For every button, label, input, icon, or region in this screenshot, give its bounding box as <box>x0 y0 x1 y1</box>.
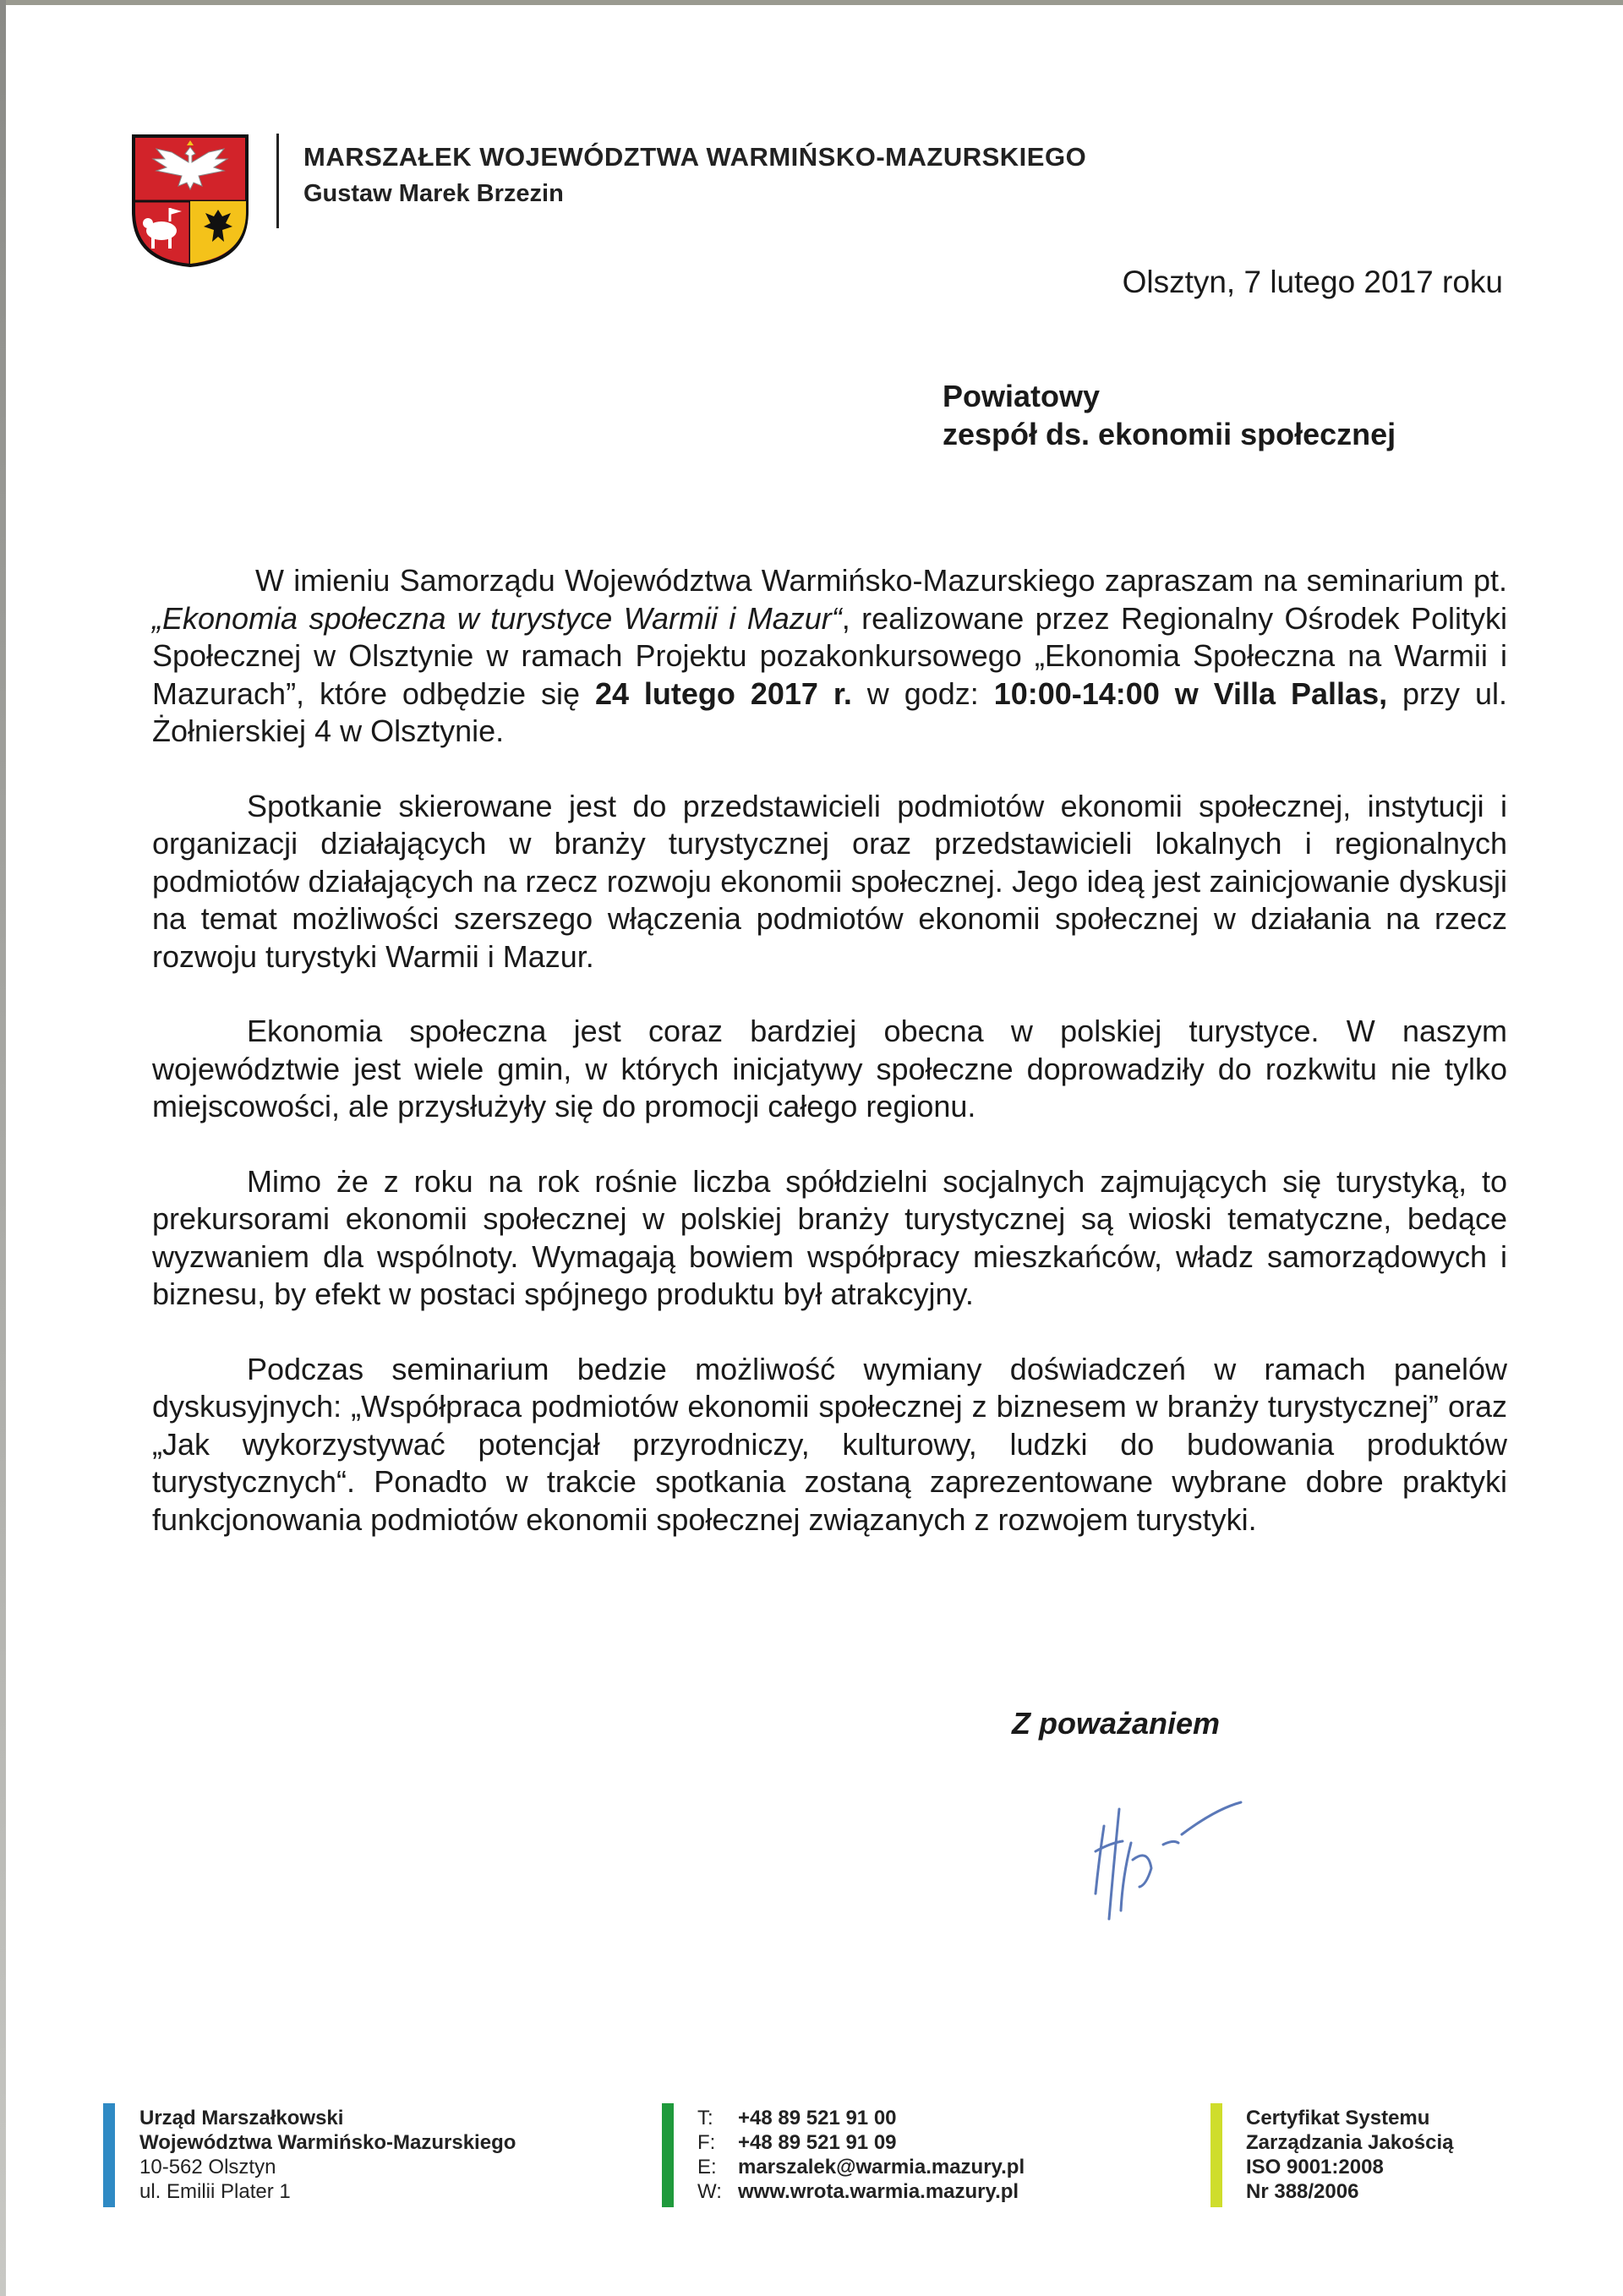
contact-value: +48 89 521 91 00 <box>738 2107 897 2129</box>
footer-certificate <box>1246 2106 1453 2204</box>
contact-value: www.wrota.warmia.mazury.pl <box>738 2180 1019 2203</box>
p1-text-d: przy ul. Żołnierskiej 4 w Olsztynie. <box>152 675 1507 748</box>
contact-value: +48 89 521 91 09 <box>738 2131 897 2154</box>
scan-edge-top <box>0 0 1623 5</box>
footer-bar-green <box>662 2103 674 2207</box>
coat-of-arms-icon <box>131 134 249 267</box>
certificate-line-1: Certyfikat Systemu <box>1246 2107 1430 2129</box>
contact-fax <box>697 2130 1025 2155</box>
contact-key: W: <box>697 2180 722 2203</box>
footer-bar-blue <box>103 2103 115 2207</box>
certificate-line-3: ISO 9001:2008 <box>1246 2156 1384 2178</box>
p1-text-b: , realizowane przez Regionalny Ośrodek Polityki Społecznej w Olsztynie w ramach Projektu pozakonkursowego „Ekonomia Społeczna na Warmii i Mazurach”, które odbędzie się <box>152 600 1507 711</box>
header-divider <box>276 134 279 228</box>
footer-contact <box>697 2106 1025 2204</box>
contact-email <box>697 2155 1025 2179</box>
paragraph-4: Mimo że z roku na rok rośnie liczba spółdzielni socjalnych zajmujących się turystyką, to prekursorami ekonomii społecznej w polskiej branży turystycznej są wioski tematyczne, bedące wyzwaniem dla wspólnoty. Wymagają bowiem współpracy mieszkańców, władz samorządowych i biznesu, by efekt w postaci spójnego produktu był atrakcyjny. <box>152 1163 1507 1311</box>
header-name: Gustaw Marek Brzezin <box>303 180 564 207</box>
contact-key: T: <box>697 2107 713 2129</box>
seminar-title: „Ekonomia społeczna w turystyce Warmii i Mazur“ <box>152 600 842 636</box>
contact-web <box>697 2179 1025 2204</box>
p1-text-c: w godz: <box>851 675 994 711</box>
event-time-place: 10:00-14:00 w Villa Pallas, <box>993 675 1388 711</box>
certificate-line-2: Zarządzania Jakością <box>1246 2131 1454 2154</box>
scan-edge-left <box>0 0 6 2296</box>
office-name: Urząd Marszałkowski <box>139 2107 344 2129</box>
letter-body <box>152 562 1507 1576</box>
office-region: Województwa Warmińsko-Mazurskiego <box>139 2131 516 2154</box>
contact-value: marszalek@warmia.mazury.pl <box>738 2156 1025 2178</box>
contact-key: E: <box>697 2156 717 2178</box>
letter-date: Olsztyn, 7 lutego 2017 roku <box>1122 265 1503 299</box>
office-postcode: 10-562 Olsztyn <box>139 2156 276 2178</box>
paragraph-5: Podczas seminarium bedzie możliwość wymiany doświadczeń w ramach panelów dyskusyjnych: „Współpraca podmiotów ekonomii społecznej z biznesem w branży turystycznej” oraz „Jak wykorzystywać potencjał przyrodniczy, kulturowy, ludzki do budowania produktów turystycznych“. Ponadto w trakcie spotkania zostaną zaprezentowane wybrane dobre praktyki funkcjonowania podmiotów ekonomii społecznej związanych z rozwojem turystyki. <box>152 1351 1507 1537</box>
p1-text-a: W imieniu Samorządu Województwa Warmińsko-Mazurskiego zapraszam na seminarium pt. <box>255 563 1507 598</box>
recipient <box>943 377 1396 453</box>
recipient-line-1: Powiatowy <box>943 379 1101 413</box>
footer-bar-lime <box>1210 2103 1222 2207</box>
event-date: 24 lutego 2017 r. <box>594 675 852 711</box>
signature-icon <box>1080 1792 1249 1936</box>
header-title: MARSZAŁEK WOJEWÓDZTWA WARMIŃSKO-MAZURSKIEGO <box>303 142 1087 172</box>
paragraph-3: Ekonomia społeczna jest coraz bardziej obecna w polskiej turystyce. W naszym województwie jest wiele gmin, w których inicjatywy społeczne doprowadziły do rozkwitu nie tylko miejscowości, ale przysłużyły się do promocji całego regionu. <box>152 1014 1507 1123</box>
recipient-line-2: zespół ds. ekonomii społecznej <box>943 417 1396 451</box>
closing: Z poważaniem <box>1012 1706 1221 1741</box>
contact-phone <box>697 2106 1025 2130</box>
contact-key: F: <box>697 2131 716 2154</box>
footer-office <box>139 2106 516 2204</box>
office-street: ul. Emilii Plater 1 <box>139 2180 291 2203</box>
paragraph-2: Spotkanie skierowane jest do przedstawicieli podmiotów ekonomii społecznej, instytucji i organizacji działających w branży turystycznej oraz przedstawicieli lokalnych i regionalnych podmiotów działających na rzecz rozwoju ekonomii społecznej. Jego ideą jest zainicjowanie dyskusji na temat możliwości szerszego włączenia podmiotów ekonomii społecznej w działania na rzecz rozwoju turystyki Warmii i Mazur. <box>152 788 1507 974</box>
certificate-line-4: Nr 388/2006 <box>1246 2180 1359 2203</box>
paragraph-1 <box>152 562 1507 751</box>
